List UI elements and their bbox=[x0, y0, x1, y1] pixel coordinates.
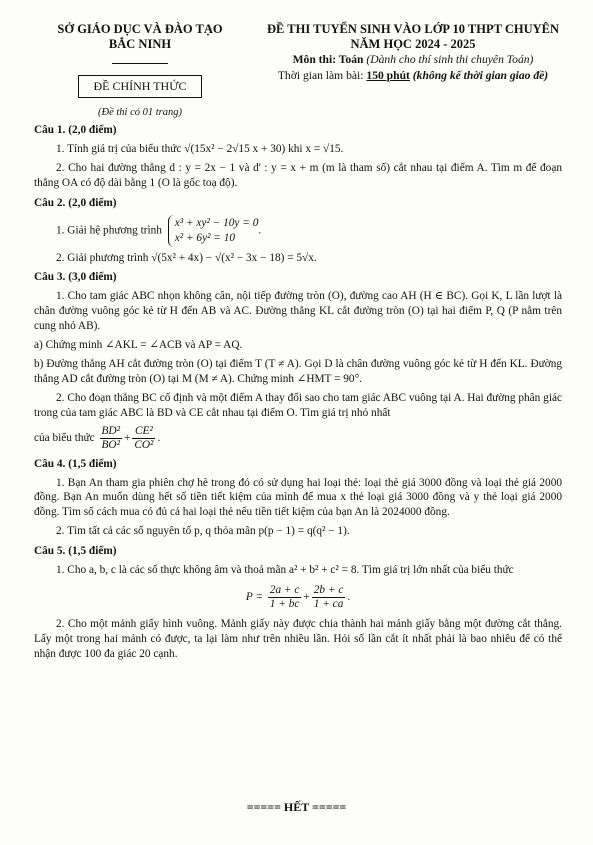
frac-num: 2b + c bbox=[313, 583, 344, 596]
q5-part2: 2. Cho một mảnh giấy hình vuông. Mảnh giấy này được chia thành hai mảnh giấy bằng một đường cắt thẳng. Lấy một trong hai mảnh có được, ta lại làm như trên nhiều lần. Hỏi số lần cắt ít nhất phải là bao nhiêu để có thể nhận được 100 đa giác 20 cạnh. bbox=[34, 617, 562, 660]
frac-num: CE² bbox=[132, 425, 155, 439]
time-value: 150 phút bbox=[366, 69, 410, 82]
time-label: Thời gian làm bài: bbox=[277, 69, 364, 82]
q3-part1: 1. Cho tam giác ABC nhọn không cân, nội tiếp đường tròn (O), đường cao AH (H ∈ BC). Gọi K, L lần lượt là chân đường vuông góc kẻ từ H đến AB và AC. Đường thẳng KL cắt đường tròn (O) tại hai điểm P, Q (P nằm trên cung nhỏ AB). bbox=[34, 290, 562, 333]
question-2-title: Câu 2. (2,0 điểm) bbox=[34, 196, 117, 209]
subject-note: (Dành cho thí sinh thi chuyên Toán) bbox=[366, 53, 534, 66]
q3-part2-expr: của biểu thức $\frac{\text{BD²}}{\text{BO²}}$ + $\frac{\text{CE²}}{\text{CO²}}$ . bbox=[34, 424, 161, 451]
frac-num: 2a + c bbox=[269, 583, 300, 596]
official-stamp: ĐỀ CHÍNH THỨC bbox=[78, 75, 201, 99]
exam-header bbox=[0, 22, 593, 119]
P-label: P = bbox=[245, 591, 263, 604]
system-eq1: x³ + xy² − 10y = 0 bbox=[174, 216, 259, 229]
pages-note: (Đề thi có 01 trang) bbox=[98, 107, 182, 119]
fraction-bd-bo bbox=[100, 425, 122, 452]
system-eq2: x² + 6y² = 10 bbox=[174, 231, 236, 244]
q3-part2-lead: của biểu thức bbox=[34, 431, 95, 444]
frac-den: BO² bbox=[101, 438, 120, 451]
q4-part1: 1. Bạn An tham gia phiên chợ hè trong đó có sử dụng hai loại thẻ: loại thẻ giá 3000 đồng và loại thẻ giá 2000 đồng. Bạn An muốn dùng hết số tiền tiết kiệm của mình để mua x thẻ loại giá 3000 đồng và y thẻ loại giá 2000 đồng. Tìm số cách mua có đủ cả hai loại thẻ nếu tiền tiết kiệm của bạn An là 2024000 đồng. bbox=[34, 476, 562, 519]
subject-label: Môn thi: Toán bbox=[292, 53, 364, 66]
exam-title: ĐỀ THI TUYỂN SINH VÀO LỚP 10 THPT CHUYÊN bbox=[267, 22, 559, 36]
q2-part1-lead: 1. Giải hệ phương trình bbox=[56, 224, 162, 237]
frac-num: BD² bbox=[101, 424, 120, 437]
frac-den: 1 + bc bbox=[269, 597, 300, 610]
expression-P: P = $\frac{2a + c}{1 + bc}$ + $\frac{2b + c}{1 + ca}$ . bbox=[245, 583, 351, 610]
question-5-title: Câu 5. (1,5 điểm) bbox=[34, 545, 117, 558]
title-underline bbox=[112, 63, 168, 64]
question-1-title: Câu 1. (2,0 điểm) bbox=[34, 124, 117, 136]
subject-line bbox=[248, 52, 578, 68]
question-3-title: Câu 3. (3,0 điểm) bbox=[34, 271, 117, 284]
exam-body bbox=[34, 118, 562, 666]
end-marker: ===== HẾT ===== bbox=[246, 800, 347, 814]
q2-part1: 1. Giải hệ phương trình x³ + xy² − 10y = 0 x² + 6y² = 10 . bbox=[56, 215, 562, 247]
frac-den: 1 + ca bbox=[313, 597, 344, 610]
time-note: (không kể thời gian giao đề) bbox=[412, 69, 549, 82]
fraction-ce-co bbox=[132, 425, 155, 452]
question-4-title: Câu 4. (1,5 điểm) bbox=[34, 457, 117, 470]
fraction-b bbox=[312, 584, 346, 611]
fraction-a bbox=[268, 584, 302, 611]
q5-part1: 1. Cho a, b, c là các số thực không âm và thoả mãn a² + b² + c² = 8. Tìm giá trị lớn nhất của biểu thức bbox=[56, 564, 514, 577]
frac-den: CO² bbox=[134, 438, 154, 451]
q4-part2: 2. Tìm tất cả các số nguyên tố p, q thỏa mãn p(p − 1) = q(q² − 1). bbox=[56, 525, 350, 538]
q3-part2: 2. Cho đoạn thẳng BC cố định và một điểm A thay đổi sao cho tam giác ABC vuông tại A. Hai đường phân giác trong của tam giác ABC là BD và CE cắt nhau tại điểm O. Tìm giá trị nhỏ nhất bbox=[34, 391, 562, 419]
q1-part1: 1. Tính giá trị của biểu thức √(15x² − 2√15 x + 30) khi x = √15. bbox=[56, 142, 344, 155]
header-left bbox=[40, 22, 240, 120]
q3-part1b: b) Đường thẳng AH cắt đường tròn (O) tại điểm T (T ≠ A). Gọi D là chân đường vuông góc kẻ từ H đến KL. Đường thẳng AD cắt đường tròn (O) tại M (M ≠ A). Chứng minh ∠HMT = 90°. bbox=[34, 357, 562, 385]
q1-part2: 2. Cho hai đường thẳng d : y = 2x − 1 và d' : y = x + m (m là tham số) cắt nhau tại điểm A. Tìm m để đoạn thẳng OA có độ dài bằng 1 (O là gốc toạ độ). bbox=[34, 161, 562, 189]
q2-part2: 2. Giải phương trình √(5x² + 4x) − √(x² − 3x − 18) = 5√x. bbox=[56, 251, 317, 264]
time-line bbox=[248, 68, 578, 84]
q3-part1a: a) Chứng minh ∠AKL = ∠ACB và AP = AQ. bbox=[34, 339, 243, 352]
school-year: NĂM HỌC 2024 - 2025 bbox=[350, 37, 476, 51]
dept-name: SỞ GIÁO DỤC VÀ ĐÀO TẠO bbox=[57, 22, 223, 36]
province-name: BẮC NINH bbox=[108, 37, 172, 51]
equation-system bbox=[168, 215, 259, 247]
header-right bbox=[248, 22, 578, 84]
